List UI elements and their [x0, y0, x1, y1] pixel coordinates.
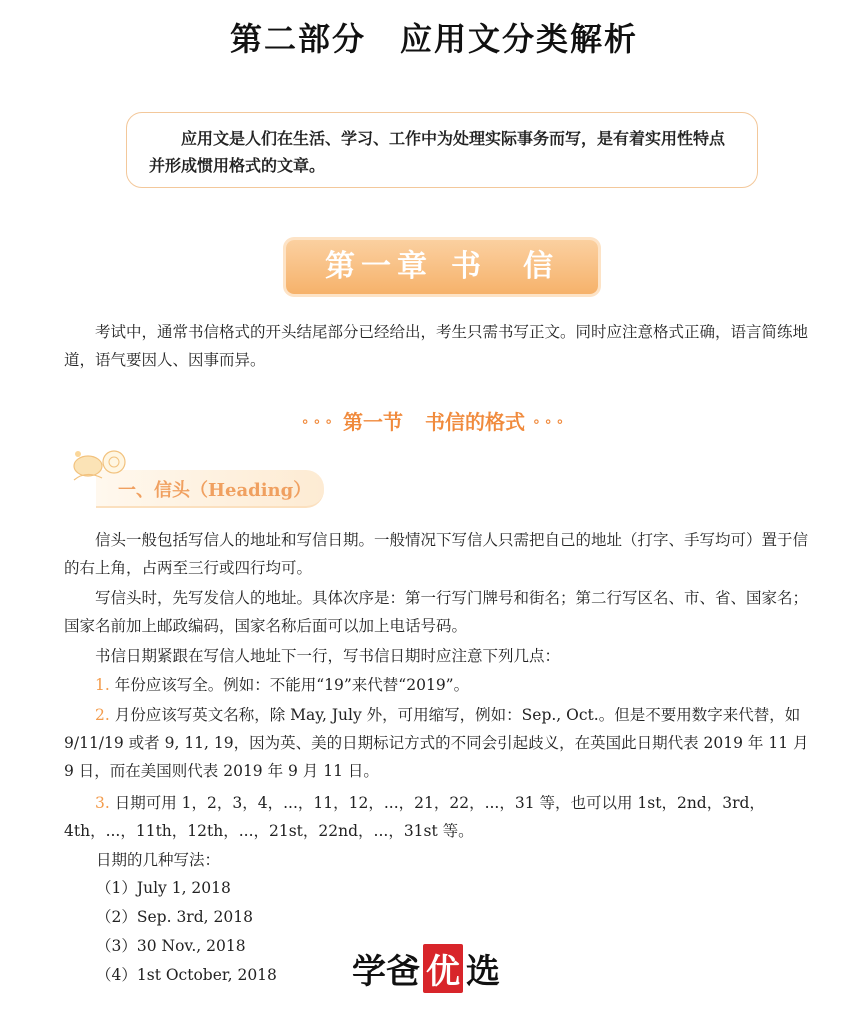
paragraph-3: 书信日期紧跟在写信人地址下一行，写书信日期时应注意下列几点：: [95, 647, 561, 665]
date-form-item: [96, 874, 231, 902]
watermark-part2: 选: [466, 952, 500, 992]
date-form-item: [96, 903, 253, 931]
date-form-number: （2）: [96, 908, 137, 926]
section-title-text: 书信的格式: [425, 410, 525, 434]
date-form-item: [96, 961, 277, 989]
point-1-text: 年份应该写全。例如：不能用“19”来代替“2019”。: [114, 676, 470, 694]
part-label: 第二部分: [229, 20, 366, 58]
subsection-title: 一、信头（Heading）: [118, 480, 312, 501]
point-2-number: 2.: [95, 706, 110, 724]
paragraph-1: 信头一般包括写信人的地址和写信日期。一般情况下写信人只需把自己的地址（打字、手写均可）置于信的右上角，占两至三行或四行均可。: [64, 531, 809, 577]
watermark-logo: [352, 944, 500, 990]
section-label: 第一节: [343, 410, 403, 434]
watermark-badge: 优: [423, 944, 463, 993]
point-3: [64, 789, 820, 845]
chapter-intro: 考试中，通常书信格式的开头结尾部分已经给出，考生只需书写正文。同时应注意格式正确，语言简练地道，语气要因人、因事而异。: [64, 323, 809, 369]
point-2: [64, 701, 820, 785]
intro-box: [126, 112, 758, 188]
date-form-number: （4）: [96, 966, 137, 984]
paragraph-2: 写信头时，先写发信人的地址。具体次序是：第一行写门牌号和街名；第二行写区名、市、省、国家名；国家名前加上邮政编码，国家名称后面可以加上电话号码。: [64, 589, 809, 635]
point-1: [64, 671, 820, 699]
section-dots-right: ∘∘∘: [531, 414, 568, 430]
section-title: [0, 406, 868, 435]
chapter-banner: [286, 240, 598, 294]
date-form-item: [96, 932, 246, 960]
part-title: [0, 14, 868, 60]
point-1-number: 1.: [95, 676, 110, 694]
chapter-label: 第一章: [325, 249, 433, 284]
intro-text: 应用文是人们在生活、学习、工作中为处理实际事务而写，是有着实用性特点并形成惯用格式的文章。: [149, 129, 726, 175]
part-title-text: 应用文分类解析: [400, 20, 639, 58]
date-form-text: 30 Nov., 2018: [136, 937, 246, 955]
date-form-number: （1）: [96, 879, 137, 897]
watermark-part1: 学爸: [352, 952, 420, 992]
date-forms-intro: 日期的几种写法：: [96, 851, 221, 869]
point-3-number: 3.: [95, 794, 110, 812]
date-form-text: July 1, 2018: [136, 879, 231, 897]
chapter-title: 书 信: [451, 249, 559, 284]
point-2-text: 月份应该写英文名称，除 May, July 外，可用缩写，例如：Sep., Oct.。但是不要用数字来代替，如 9/11/19 或者 9, 11, 19，因为英、美的日期标记方式的不同会引起歧义，在英国此日期代表 2019 年 11 月 9 日，而在美国则代表 2019 年 9 月 11 日。: [64, 706, 809, 780]
date-form-text: 1st October, 2018: [136, 966, 277, 984]
section-dots-left: ∘∘∘: [300, 414, 337, 430]
date-form-number: （3）: [96, 937, 137, 955]
date-form-text: Sep. 3rd, 2018: [136, 908, 253, 926]
point-3-text: 日期可用 1，2，3，4，...，11，12，...，21，22，...，31 等，也可以用 1st，2nd，3rd，4th，...，11th，12th，...，21st，22nd，...，31st 等。: [64, 794, 765, 840]
